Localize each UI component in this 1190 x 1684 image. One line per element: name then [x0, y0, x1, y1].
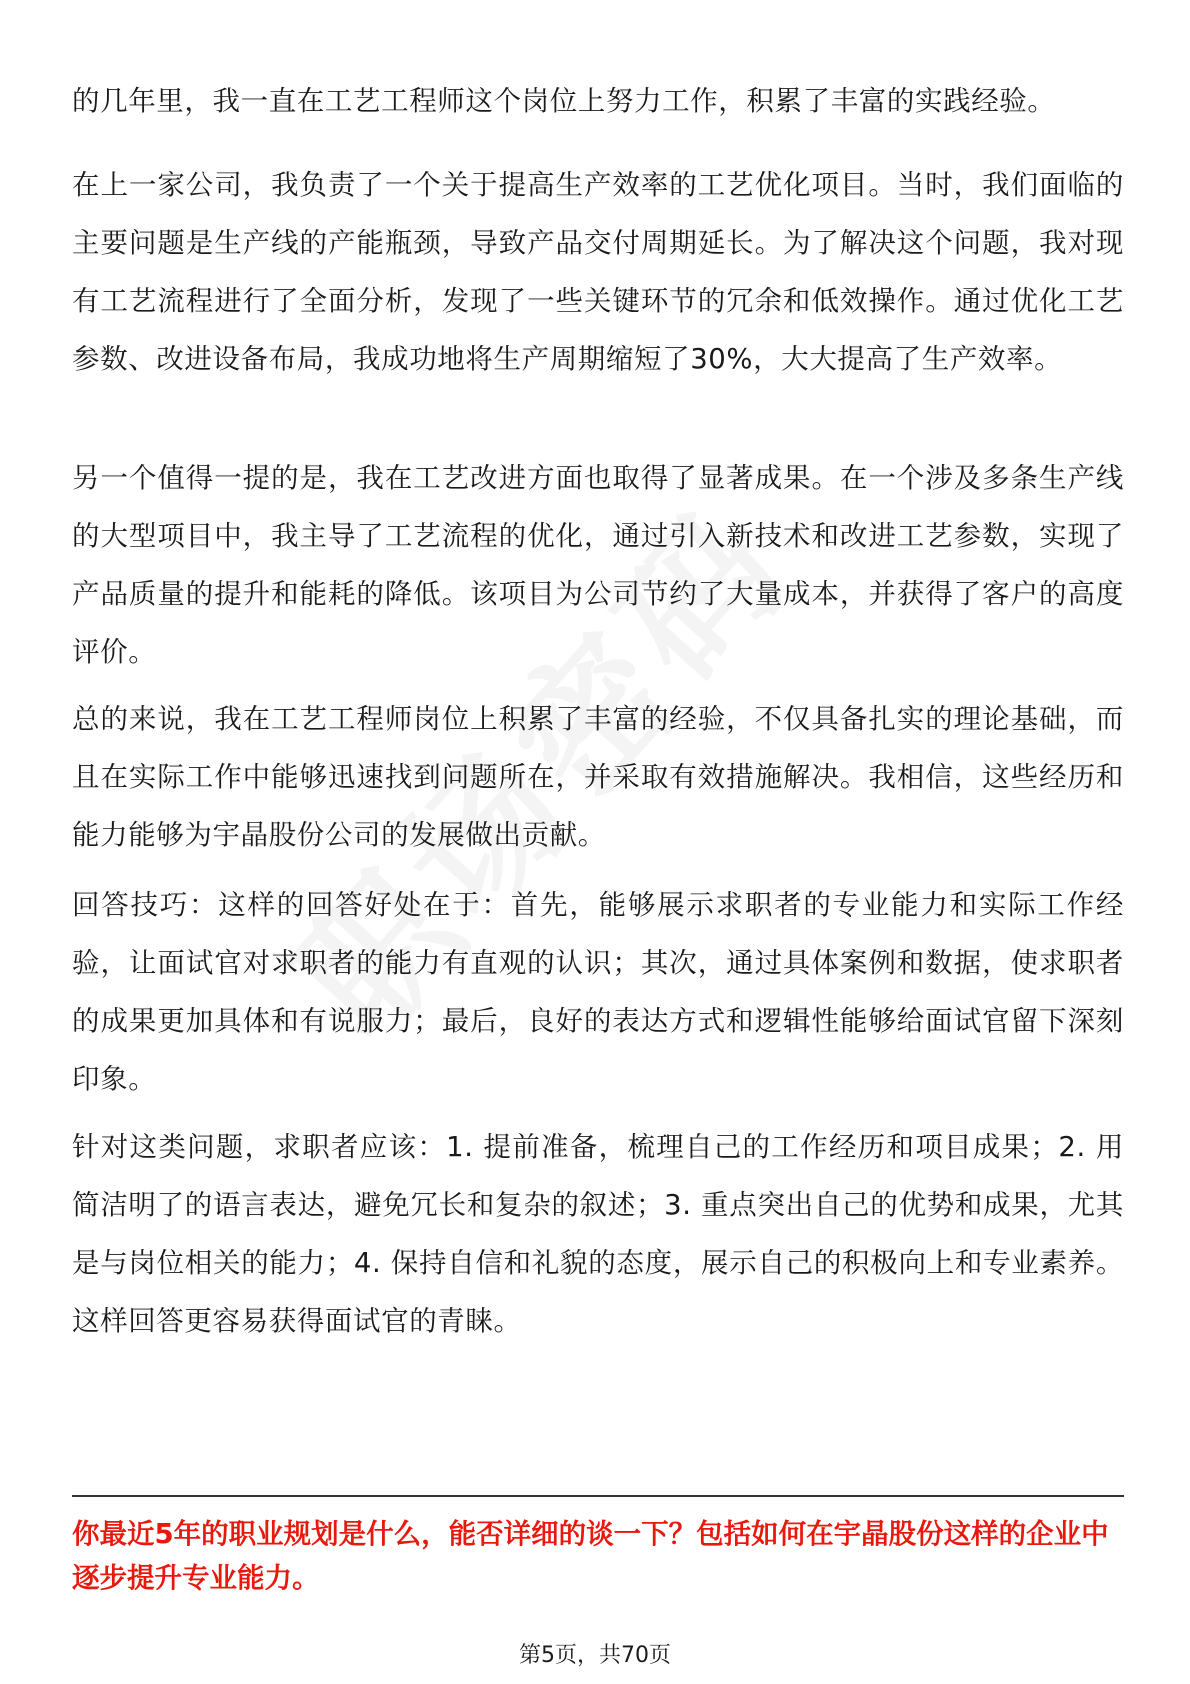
page-number-footer: 第5页，共70页	[519, 1643, 671, 1668]
paragraph-answer-tips: 回答技巧：这样的回答好处在于：首先，能够展示求职者的专业能力和实际工作经验，让面试官对求职者的能力有直观的认识；其次，通过具体案例和数据，使求职者的成果更加具体和有说服力；最后，良好的表达方式和逻辑性能够给面试官留下深刻印象。	[72, 889, 1124, 1095]
question-heading: 你最近5年的职业规划是什么，能否详细的谈一下？包括如何在宇晶股份这样的企业中逐步提升专业能力。	[72, 1518, 1109, 1594]
paragraph-intro-tail: 的几年里，我一直在工艺工程师这个岗位上努力工作，积累了丰富的实践经验。	[72, 85, 1056, 117]
paragraph-advice: 针对这类问题，求职者应该：1. 提前准备，梳理自己的工作经历和项目成果；2. 用简洁明了的语言表达，避免冗长和复杂的叙述；3. 重点突出自己的优势和成果，尤其是与岗位相关的能力；4. 保持自信和礼貌的态度，展示自己的积极向上和专业素养。这样回答更容易获得面试官的青睐。	[72, 1131, 1124, 1337]
paragraph-summary: 总的来说，我在工艺工程师岗位上积累了丰富的经验，不仅具备扎实的理论基础，而且在实际工作中能够迅速找到问题所在，并采取有效措施解决。我相信，这些经历和能力能够为宇晶股份公司的发展做出贡献。	[72, 703, 1124, 851]
paragraph-process-improvement: 另一个值得一提的是，我在工艺改进方面也取得了显著成果。在一个涉及多条生产线的大型项目中，我主导了工艺流程的优化，通过引入新技术和改进工艺参数，实现了产品质量的提升和能耗的降低。该项目为公司节约了大量成本，并获得了客户的高度评价。	[72, 462, 1124, 668]
section-divider	[72, 1495, 1124, 1497]
paragraph-project-efficiency: 在上一家公司，我负责了一个关于提高生产效率的工艺优化项目。当时，我们面临的主要问题是生产线的产能瓶颈，导致产品交付周期延长。为了解决这个问题，我对现有工艺流程进行了全面分析，发现了一些关键环节的冗余和低效操作。通过优化工艺参数、改进设备布局，我成功地将生产周期缩短了30%，大大提高了生产效率。	[72, 169, 1124, 375]
